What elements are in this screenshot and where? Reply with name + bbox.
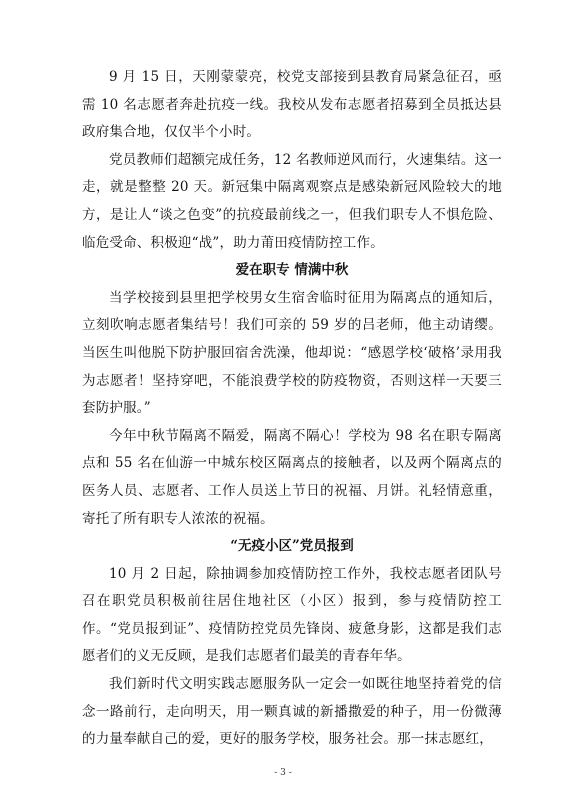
section-heading: 爱在职专 情满中秋: [235, 262, 349, 279]
paragraph: 我们新时代文明实践志愿服务队一定会一如既往地坚持着党的信念一路前行，走向明天，用一颗真诚的新播撒爱的种子，用一份微薄的力量奉献自己的爱，更好的服务学校，服务社会。那一抹志愿红，: [82, 676, 502, 748]
section-heading: “无疫小区”党员报到: [230, 538, 354, 555]
paragraph: 今年中秋节隔离不隔爱，隔离不隔心！学校为 98 名在职专隔离点和 55 名在仙游一中城东校区隔离点的接触者，以及两个隔离点的医务人员、志愿者、工作人员送上节日的祝福、月饼。礼轻情意重，寄托了所有职专人浓浓的祝福。: [82, 427, 502, 527]
document-body: [82, 64, 502, 754]
paragraph: 当学校接到县里把学校男女生宿舍临时征用为隔离点的通知后，立刻吹响志愿者集结号！我们可亲的 59 岁的吕老师，他主动请缨。当医生叫他脱下防护服回宿舍洗澡，他却说：“感恩学校‘破格’录用我为志愿者！坚持穿吧，不能浪费学校的防疫物资，否则这样一天要三套防护服。”: [82, 289, 502, 417]
paragraph: 9 月 15 日，天刚蒙蒙亮，校党支部接到县教育局紧急征召，亟需 10 名志愿者奔赴抗疫一线。我校从发布志愿者招募到全员抵达县政府集合地，仅仅半个小时。: [82, 69, 502, 141]
page-number: - 3 -: [274, 768, 292, 778]
paragraph: 10 月 2 日起，除抽调参加疫情防控工作外，我校志愿者团队号召在职党员积极前往居住地社区（小区）报到，参与疫情防控工作。“党员报到证”、疫情防控党员先锋岗、疲惫身影，这都是我们志愿者们的义无反顾，是我们志愿者们最美的青春年华。: [82, 565, 502, 665]
paragraph: 党员教师们超额完成任务，12 名教师逆风而行，火速集结。这一走，就是整整 20 天。新冠集中隔离观察点是感染新冠风险较大的地方，是让人“谈之色变”的抗疫最前线之一，但我们职专人不惧危险、临危受命、积极迎“战”，助力莆田疫情防控工作。: [82, 151, 502, 251]
